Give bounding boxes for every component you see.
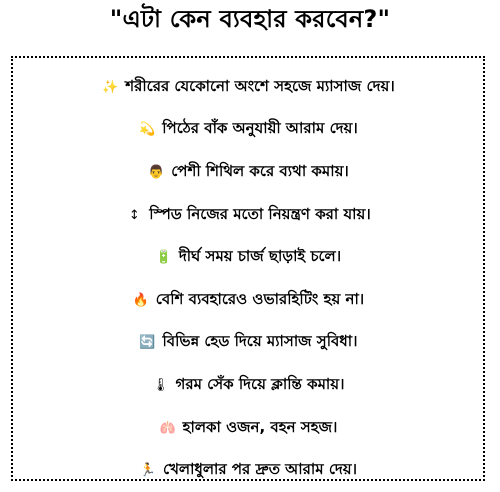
list-item: [13, 109, 483, 152]
benefits-box: [11, 56, 485, 481]
person-icon: 👨: [148, 164, 165, 180]
page-title: "এটা কেন ব্যবহার করবেন?": [109, 5, 391, 33]
list-item-text: দীর্ঘ সময় চার্জ ছাড়াই চলে।: [178, 247, 342, 266]
list-item: [13, 407, 483, 450]
list-item-text: পেশী শিথিল করে ব্যথা কমায়।: [171, 161, 349, 180]
lungs-icon: 🫁: [159, 420, 176, 436]
sparkles-icon: ✨: [102, 79, 119, 95]
list-item: [13, 151, 483, 194]
list-item-text: খেলাধুলার পর দ্রুত আরাম দেয়।: [162, 460, 357, 479]
battery-icon: 🔋: [155, 250, 172, 266]
thermometer-icon: 🌡: [152, 377, 169, 393]
up-down-arrow-icon: ↕: [128, 207, 140, 223]
benefits-list: [13, 66, 483, 492]
list-item-text: হালকা ওজন, বহন সহজ।: [182, 417, 338, 436]
list-item-text: শরীরের যেকোনো অংশে সহজে ম্যাসাজ দেয়।: [125, 76, 395, 95]
list-item: [13, 449, 483, 492]
list-item: [13, 194, 483, 237]
list-item: [13, 364, 483, 407]
list-item: [13, 322, 483, 365]
list-item: [13, 279, 483, 322]
fire-icon: 🔥: [132, 292, 149, 308]
dizzy-star-icon: 💫: [139, 122, 156, 138]
list-item-text: বেশি ব্যবহারেও ওভারহিটিং হয় না।: [155, 289, 365, 308]
repeat-arrows-icon: 🔄: [139, 335, 156, 351]
list-item-text: স্পিড নিজের মতো নিয়ন্ত্রণ করা যায়।: [149, 204, 371, 223]
list-item-text: বিভিন্ন হেড দিয়ে ম্যাসাজ সুবিধা।: [162, 332, 358, 351]
list-item: [13, 236, 483, 279]
list-item-text: গরম সেঁক দিয়ে ক্লান্তি কমায়।: [175, 374, 345, 393]
running-person-icon: 🏃: [139, 463, 157, 479]
list-item: [13, 66, 483, 109]
list-item-text: পিঠের বাঁক অনুযায়ী আরাম দেয়।: [162, 119, 358, 138]
